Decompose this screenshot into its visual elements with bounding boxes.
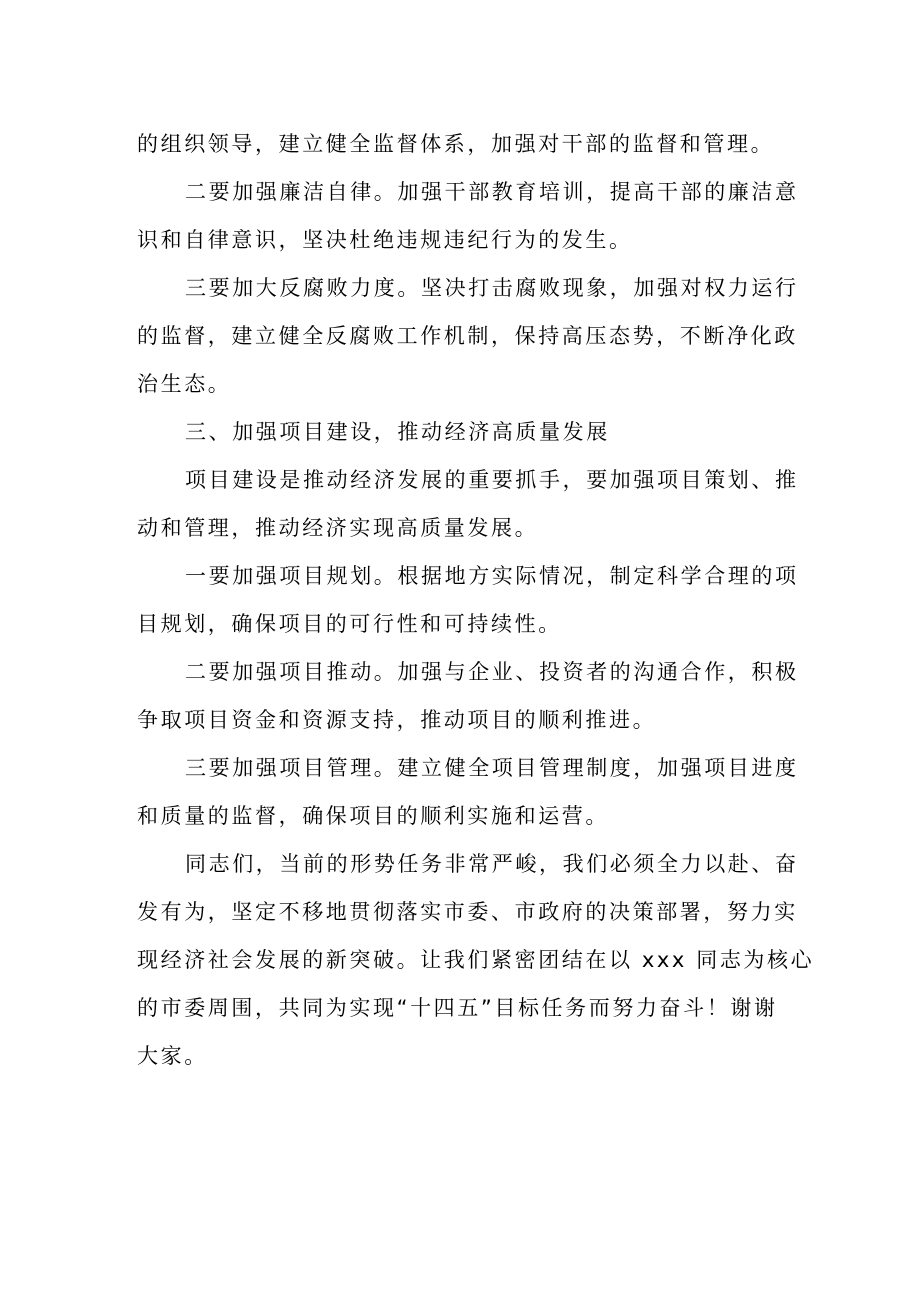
text-line: 的市委周围，共同为实现“十四五”目标任务而努力奋斗！谢谢: [137, 996, 778, 1020]
text-line: 的监督，建立健全反腐败工作机制，保持高压态势，不断净化政: [137, 324, 798, 348]
text-line: 发有为，坚定不移地贯彻落实市委、市政府的决策部署，努力实: [137, 900, 798, 924]
text-line: 治生态。: [137, 372, 232, 396]
text-line: 三要加强项目管理。建立健全项目管理制度，加强项目进度: [185, 756, 799, 780]
text-line: 识和自律意识，坚决杜绝违规违纪行为的发生。: [137, 228, 633, 252]
text-line: 同志们，当前的形势任务非常严峻，我们必须全力以赴、奋: [185, 852, 799, 876]
section-heading: 三、加强项目建设，推动经济高质量发展: [185, 420, 610, 444]
text-line: 二要加强廉洁自律。加强干部教育培训，提高干部的廉洁意: [185, 180, 799, 204]
text-line: 项目建设是推动经济发展的重要抓手，要加强项目策划、推: [185, 468, 799, 492]
text-line: 现经济社会发展的新突破。让我们紧密团结在以 xxx 同志为核心: [137, 948, 815, 972]
text-line: 目规划，确保项目的可行性和可持续性。: [137, 612, 562, 636]
text-line: 三要加大反腐败力度。坚决打击腐败现象，加强对权力运行: [185, 276, 799, 300]
document-body: [137, 120, 815, 1080]
text-line: 动和管理，推动经济实现高质量发展。: [137, 516, 539, 540]
text-line: 的组织领导，建立健全监督体系，加强对干部的监督和管理。: [137, 132, 775, 156]
text-line: 和质量的监督，确保项目的顺利实施和运营。: [137, 804, 609, 828]
text-line: 一要加强项目规划。根据地方实际情况，制定科学合理的项: [185, 564, 799, 588]
text-line: 争取项目资金和资源支持，推动项目的顺利推进。: [137, 708, 657, 732]
text-line: 大家。: [137, 1044, 208, 1068]
text-line: 二要加强项目推动。加强与企业、投资者的沟通合作，积极: [185, 660, 799, 684]
